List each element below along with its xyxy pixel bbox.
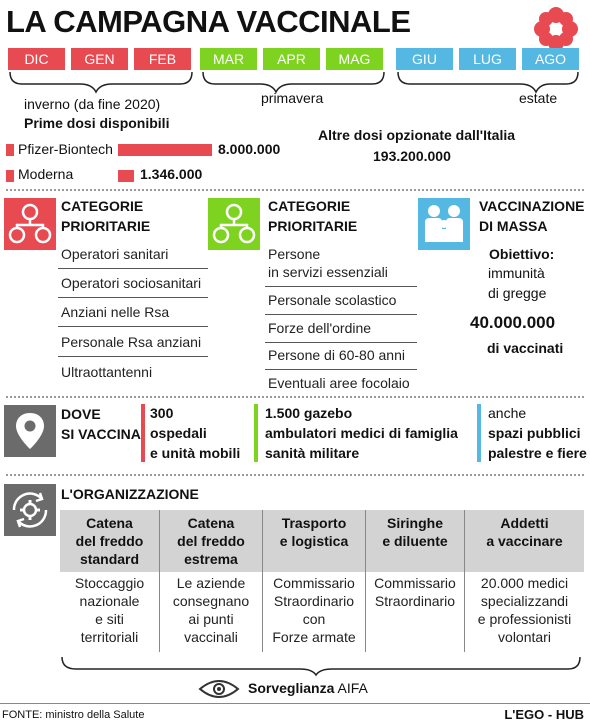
org-col2-header <box>160 514 262 568</box>
org-col1-body <box>60 574 159 646</box>
mass-line1: immunità <box>488 265 545 281</box>
cat-spring-item: Persone di 60-80 anni <box>268 347 405 363</box>
surveillance-label <box>248 680 368 696</box>
month-mar: MAR <box>200 48 257 70</box>
body-line: Commissario <box>273 575 355 591</box>
org-col1-header <box>60 514 159 568</box>
people-hierarchy-icon <box>208 198 260 250</box>
list-separator <box>58 326 208 327</box>
pfizer-label: Pfizer-Biontech <box>18 141 113 157</box>
month-ago: AGO <box>522 48 579 70</box>
where-green-line: ambulatori medici di famiglia <box>265 425 458 441</box>
body-line: nazionale <box>79 593 140 609</box>
where-blue-line: anche <box>488 405 527 421</box>
list-separator <box>265 314 417 315</box>
moderna-bar <box>118 170 134 182</box>
header-line: del freddo <box>177 533 245 549</box>
flower-icon <box>533 6 579 52</box>
cat-winter-item: Operatori sanitari <box>61 246 169 262</box>
where-green-line: 1.500 gazebo <box>265 405 353 421</box>
mass-unit: di vaccinati <box>487 340 564 356</box>
month-dic: DIC <box>8 48 65 70</box>
cat-winter-item: Anziani nelle Rsa <box>61 304 170 320</box>
mass-objective: Obiettivo: <box>489 246 555 262</box>
divider <box>6 474 584 476</box>
body-line: 20.000 medici <box>480 575 569 591</box>
cat-winter-title2: PRIORITARIE <box>61 218 151 234</box>
where-green-bar <box>254 404 258 462</box>
month-apr: APR <box>263 48 320 70</box>
body-line: e siti <box>95 611 124 627</box>
pfizer-bar <box>118 144 212 156</box>
gear-cycle-icon <box>4 484 56 536</box>
winter-label: inverno (da fine 2020) <box>24 96 161 112</box>
cat-spring-item: Forze dell'ordine <box>268 320 372 336</box>
where-blue-line: palestre e fiere <box>488 445 587 461</box>
body-line: e professionisti <box>477 611 572 627</box>
footer-brand: L'EGO - HUB <box>504 707 584 722</box>
header-line: a vaccinare <box>486 533 563 549</box>
body-line: con <box>302 611 326 627</box>
header-line: e logistica <box>279 533 349 549</box>
where-blue-bar <box>477 404 481 462</box>
pfizer-value: 8.000.000 <box>218 141 281 157</box>
body-line: territoriali <box>80 629 139 645</box>
cat-spring-item: Persone <box>268 246 321 262</box>
header-line: standard <box>79 551 140 567</box>
header-line: e diluente <box>382 533 448 549</box>
org-col4-body <box>366 574 464 610</box>
org-col3-body <box>263 574 365 646</box>
list-separator <box>265 342 417 343</box>
org-col2-body <box>160 574 262 646</box>
body-line: Straordinario <box>374 593 456 609</box>
cat-spring-item: in servizi essenziali <box>268 264 388 280</box>
family-icon <box>418 198 470 250</box>
month-gen: GEN <box>71 48 128 70</box>
header-line: Catena <box>86 515 133 531</box>
list-separator <box>265 286 417 287</box>
month-giu: GIU <box>396 48 453 70</box>
footer-source: FONTE: ministro della Salute <box>2 709 145 721</box>
body-line: consegnano <box>172 593 250 609</box>
header-line: Trasporto <box>281 515 347 531</box>
mass-line2: di gregge <box>488 285 547 301</box>
location-pin-icon <box>4 405 56 457</box>
header-line: del freddo <box>75 533 144 549</box>
month-feb: FEB <box>134 48 191 70</box>
surveillance-bracket <box>0 655 590 677</box>
cat-spring-item: Eventuali aree focolaio <box>268 375 410 391</box>
body-line: volontari <box>498 629 551 645</box>
moderna-label: Moderna <box>18 166 74 182</box>
first-doses-heading: Prime dosi disponibili <box>24 115 170 131</box>
cat-winter-item: Ultraottantenni <box>61 364 153 380</box>
body-line: Straordinario <box>273 593 355 609</box>
eye-icon <box>198 679 240 699</box>
moderna-value: 1.346.000 <box>140 166 203 182</box>
surveillance-bold: Sorveglianza <box>248 680 335 696</box>
where-red-line: 300 <box>150 405 174 421</box>
body-line: Forze armate <box>272 629 356 645</box>
org-title: L'ORGANIZZAZIONE <box>61 486 199 502</box>
org-col4-header <box>366 514 464 550</box>
header-line: Catena <box>187 515 235 531</box>
org-col3-header <box>263 514 365 550</box>
body-line: Stoccaggio <box>74 575 145 591</box>
body-line: specializzandi <box>480 593 569 609</box>
other-doses-line1: Altre dosi opzionate dall'Italia <box>318 127 516 143</box>
cat-spring-item: Personale scolastico <box>268 292 397 308</box>
where-green-line: sanità militare <box>265 445 360 461</box>
month-mag: MAG <box>326 48 383 70</box>
where-title2: SI VACCINA <box>61 426 141 442</box>
footer-line <box>0 703 590 704</box>
where-red-line: e unità mobili <box>150 445 241 461</box>
header-line: Siringhe <box>386 515 443 531</box>
cat-winter-item: Personale Rsa anziani <box>61 334 202 350</box>
body-line: ai punti <box>188 611 234 627</box>
summer-label: estate <box>519 90 558 106</box>
list-separator <box>58 297 208 298</box>
header-line: Addetti <box>500 515 549 531</box>
cat-spring-title2: PRIORITARIE <box>268 218 358 234</box>
divider <box>6 396 584 398</box>
cat-winter-title1: CATEGORIE <box>61 198 144 214</box>
list-separator <box>58 356 208 357</box>
where-blue-line: spazi pubblici <box>488 425 581 441</box>
list-separator <box>265 369 417 370</box>
body-line: vaccinali <box>184 629 238 645</box>
where-title1: DOVE <box>61 406 101 422</box>
moderna-swatch <box>6 170 14 182</box>
divider <box>6 189 584 191</box>
mass-title1: VACCINAZIONE <box>479 198 585 214</box>
mass-title2: DI MASSA <box>479 218 548 234</box>
body-line: Commissario <box>374 575 456 591</box>
mass-number: 40.000.000 <box>470 313 556 332</box>
pfizer-swatch <box>6 144 14 156</box>
people-hierarchy-icon <box>4 198 56 250</box>
list-separator <box>58 268 208 269</box>
org-col5-header <box>465 514 584 550</box>
header-line: estrema <box>184 551 238 567</box>
other-doses-line2: 193.200.000 <box>373 148 451 164</box>
spring-label: primavera <box>261 90 324 106</box>
month-lug: LUG <box>459 48 516 70</box>
page-title: LA CAMPAGNA VACCINALE <box>6 4 411 39</box>
where-red-bar <box>141 404 145 462</box>
org-col5-body <box>465 574 584 646</box>
where-red-line: ospedali <box>150 425 207 441</box>
cat-spring-title1: CATEGORIE <box>268 198 351 214</box>
body-line: Le aziende <box>176 575 246 591</box>
cat-winter-item: Operatori sociosanitari <box>61 275 202 291</box>
surveillance-rest: AIFA <box>334 680 368 696</box>
